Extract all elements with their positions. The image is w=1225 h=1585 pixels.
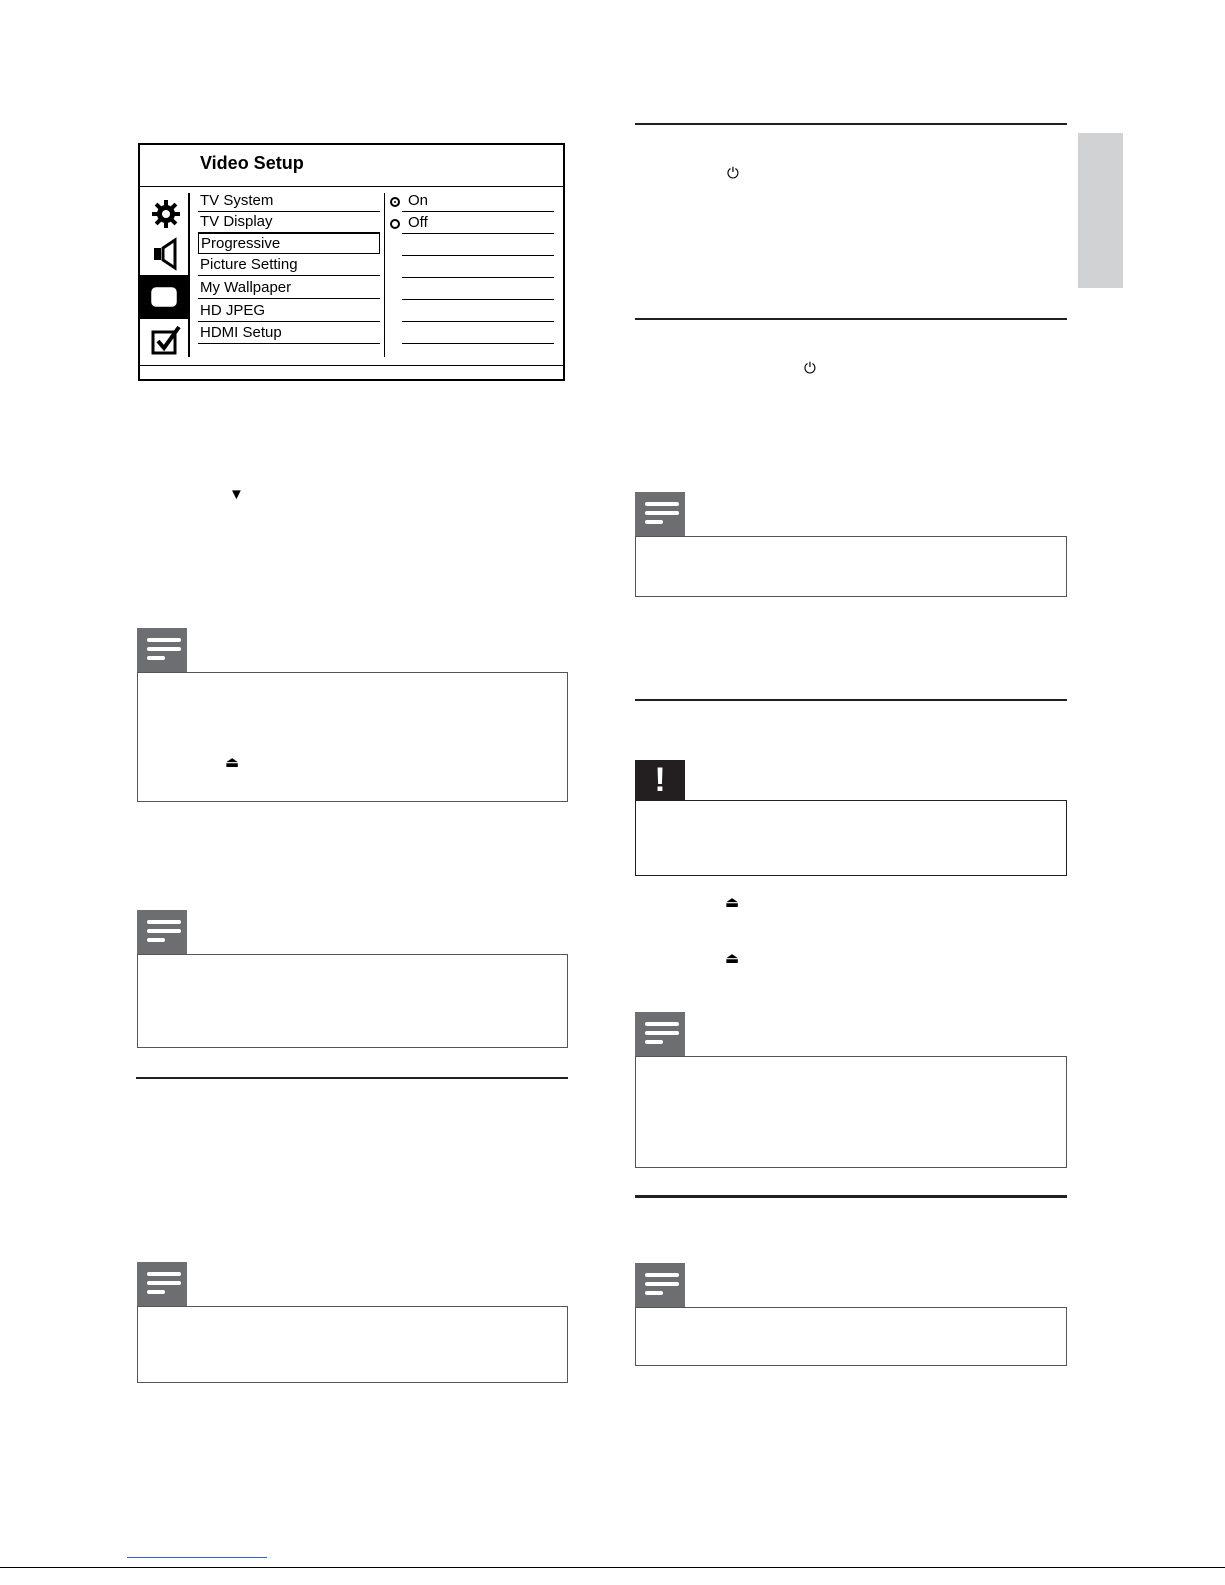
note-box (137, 672, 568, 802)
radio-off[interactable] (390, 219, 400, 229)
note-box (635, 536, 1067, 597)
eject-icon: ⏏ (225, 754, 240, 771)
note-box (635, 1056, 1067, 1168)
section-rule (635, 699, 1067, 701)
option-row-empty (402, 235, 554, 256)
note-icon (635, 1263, 685, 1307)
down-arrow-icon: ▼ (229, 486, 244, 503)
section-rule (635, 1195, 1067, 1198)
footer-rule (0, 1567, 1225, 1568)
eject-icon: ⏏ (725, 950, 740, 967)
menu-footer-divider (140, 365, 563, 366)
option-on[interactable]: On (402, 191, 554, 212)
speaker-icon[interactable] (148, 235, 184, 273)
menu-divider (140, 186, 563, 187)
note-icon (137, 628, 187, 672)
icon-column-divider (188, 193, 190, 357)
screen-icon[interactable] (140, 275, 188, 319)
note-icon (635, 492, 685, 536)
note-box (635, 1307, 1067, 1366)
menu-title: Video Setup (200, 153, 304, 173)
gear-icon[interactable] (148, 195, 184, 233)
option-row-empty (402, 323, 554, 344)
footer-link-underline (127, 1557, 267, 1558)
menu-item-hdmi-setup[interactable]: HDMI Setup (198, 323, 380, 344)
menu-item-picture-setting[interactable]: Picture Setting (198, 255, 380, 276)
radio-on[interactable] (390, 197, 400, 207)
option-off[interactable]: Off (402, 213, 554, 234)
menu-item-progressive[interactable]: Progressive (198, 233, 380, 254)
power-icon: ⏻ (727, 165, 739, 182)
power-icon: ⏻ (804, 360, 816, 377)
menu-item-tv-system[interactable]: TV System (198, 191, 380, 212)
option-row-empty (402, 279, 554, 300)
caution-icon: ! (635, 760, 685, 800)
section-rule (635, 123, 1067, 125)
checkbox-icon[interactable] (148, 321, 184, 359)
note-box (137, 1306, 568, 1383)
option-column-divider (384, 193, 385, 357)
note-icon (635, 1012, 685, 1056)
caution-box (635, 800, 1067, 876)
note-icon (137, 910, 187, 954)
section-rule (635, 318, 1067, 320)
menu-item-my-wallpaper[interactable]: My Wallpaper (198, 278, 380, 299)
note-icon (137, 1262, 187, 1306)
video-setup-menu (138, 143, 565, 381)
language-side-tab (1078, 133, 1123, 288)
option-row-empty (402, 257, 554, 278)
section-rule (136, 1077, 568, 1079)
menu-item-tv-display[interactable]: TV Display (198, 212, 380, 233)
eject-icon: ⏏ (725, 894, 740, 911)
option-row-empty (402, 301, 554, 322)
menu-item-hd-jpeg[interactable]: HD JPEG (198, 301, 380, 322)
note-box (137, 954, 568, 1048)
